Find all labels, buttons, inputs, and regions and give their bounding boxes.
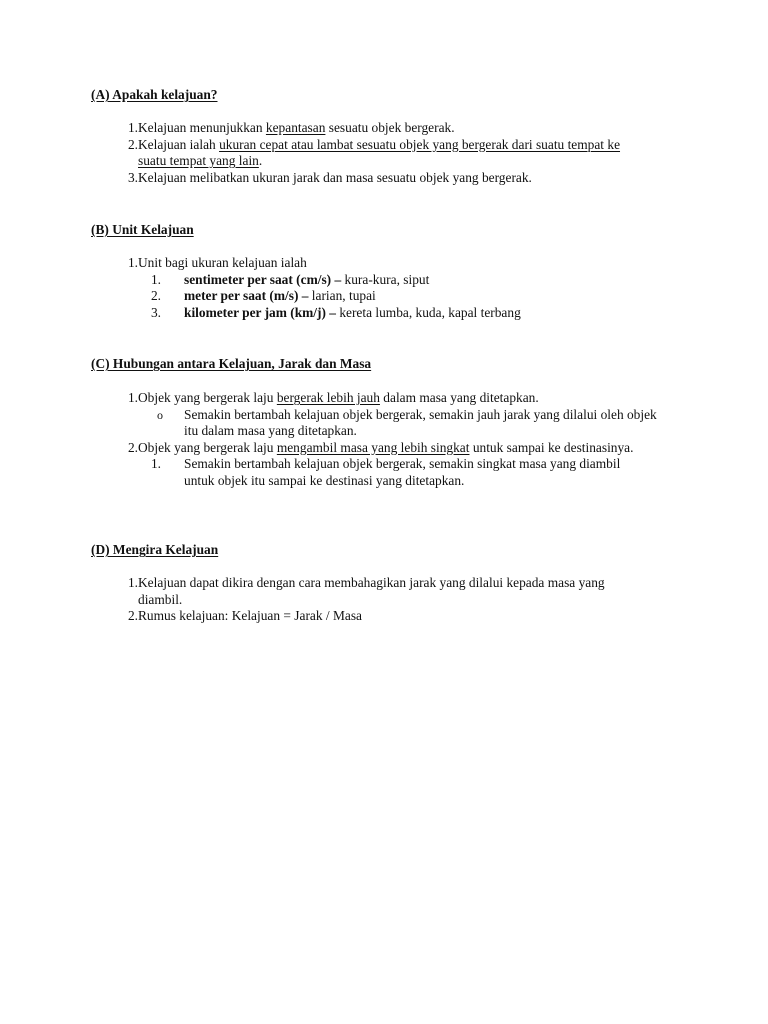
item-text: Kelajuan menunjukkan xyxy=(138,120,266,135)
unit-name: kilometer per jam (km/j) – xyxy=(184,304,340,320)
item-text: Kelajuan ialah xyxy=(138,136,220,152)
list-item xyxy=(114,575,674,608)
item-number: 2. xyxy=(127,608,138,623)
item-number: 2. xyxy=(150,288,161,303)
item-text: Unit bagi ukuran kelajuan ialah xyxy=(138,255,307,270)
underlined-term: ukuran cepat atau lambat sesuatu objek yang bergerak dari suatu tempat ke suatu tempat yang lain xyxy=(138,136,621,168)
list-item xyxy=(114,255,674,272)
list-item xyxy=(114,608,674,625)
list-item xyxy=(114,440,674,457)
section-b-heading: (B) Unit Kelajuan xyxy=(91,222,194,237)
underlined-term: kepantasan xyxy=(265,120,326,135)
item-text: Objek yang bergerak laju xyxy=(138,390,277,405)
item-text: Objek yang bergerak laju xyxy=(138,439,277,455)
item-text: Semakin bertambah kelajuan objek bergerak, semakin jauh jarak yang dilalui oleh objek itu dalam masa yang ditetapkan. xyxy=(184,406,657,438)
item-number: 1. xyxy=(150,271,161,287)
item-text: sesuatu objek bergerak. xyxy=(325,120,455,135)
section-a-list xyxy=(114,120,654,186)
list-item xyxy=(114,170,654,187)
sub-list-item xyxy=(114,407,674,440)
list-item xyxy=(114,120,654,137)
item-text: Rumus kelajuan: Kelajuan = Jarak / Masa xyxy=(138,608,362,623)
section-a-heading: (A) Apakah kelajuan? xyxy=(91,87,218,102)
underlined-term: mengambil masa yang lebih singkat xyxy=(276,439,470,455)
item-text: Kelajuan melibatkan ukuran jarak dan masa sesuatu objek yang bergerak. xyxy=(138,169,532,185)
item-number: 3. xyxy=(150,304,161,320)
list-item xyxy=(114,137,654,170)
list-item xyxy=(114,390,674,407)
section-c-list xyxy=(114,390,674,489)
item-number: 1. xyxy=(127,390,138,405)
section-c-heading: (C) Hubungan antara Kelajuan, Jarak dan Masa xyxy=(91,356,372,371)
sub-list-item xyxy=(114,456,674,489)
unit-examples: kura-kura, siput xyxy=(344,271,430,287)
item-number: 2. xyxy=(127,136,138,152)
unit-examples: larian, tupai xyxy=(311,288,376,303)
unit-name: sentimeter per saat (cm/s) – xyxy=(184,271,345,287)
sub-list-item xyxy=(114,305,674,322)
unit-examples: kereta lumba, kuda, kapal terbang xyxy=(339,304,521,320)
sub-list-item xyxy=(114,288,674,305)
item-number: 2. xyxy=(127,439,138,455)
section-b-list xyxy=(114,255,674,321)
item-number: 1. xyxy=(127,120,138,135)
item-text: Semakin bertambah kelajuan objek bergerak, semakin singkat masa yang diambil untuk objek itu sampai ke destinasi yang ditetapkan. xyxy=(184,456,621,488)
item-number: 3. xyxy=(127,169,138,185)
item-text: Kelajuan dapat dikira dengan cara membahagikan jarak yang dilalui kepada masa yang diambil. xyxy=(138,575,605,607)
bullet-icon: o xyxy=(157,407,163,422)
underlined-term: bergerak lebih jauh xyxy=(276,390,380,405)
unit-name: meter per saat (m/s) – xyxy=(184,288,312,303)
item-text: untuk sampai ke destinasinya. xyxy=(469,439,634,455)
section-d-heading: (D) Mengira Kelajuan xyxy=(91,542,219,557)
item-number: 1. xyxy=(127,255,138,270)
sub-list-item xyxy=(114,272,674,289)
item-number: 1. xyxy=(127,575,138,590)
section-d-list xyxy=(114,575,674,625)
item-number: 1. xyxy=(150,456,161,471)
item-text: dalam masa yang ditetapkan. xyxy=(379,390,539,405)
item-text: . xyxy=(258,153,263,168)
